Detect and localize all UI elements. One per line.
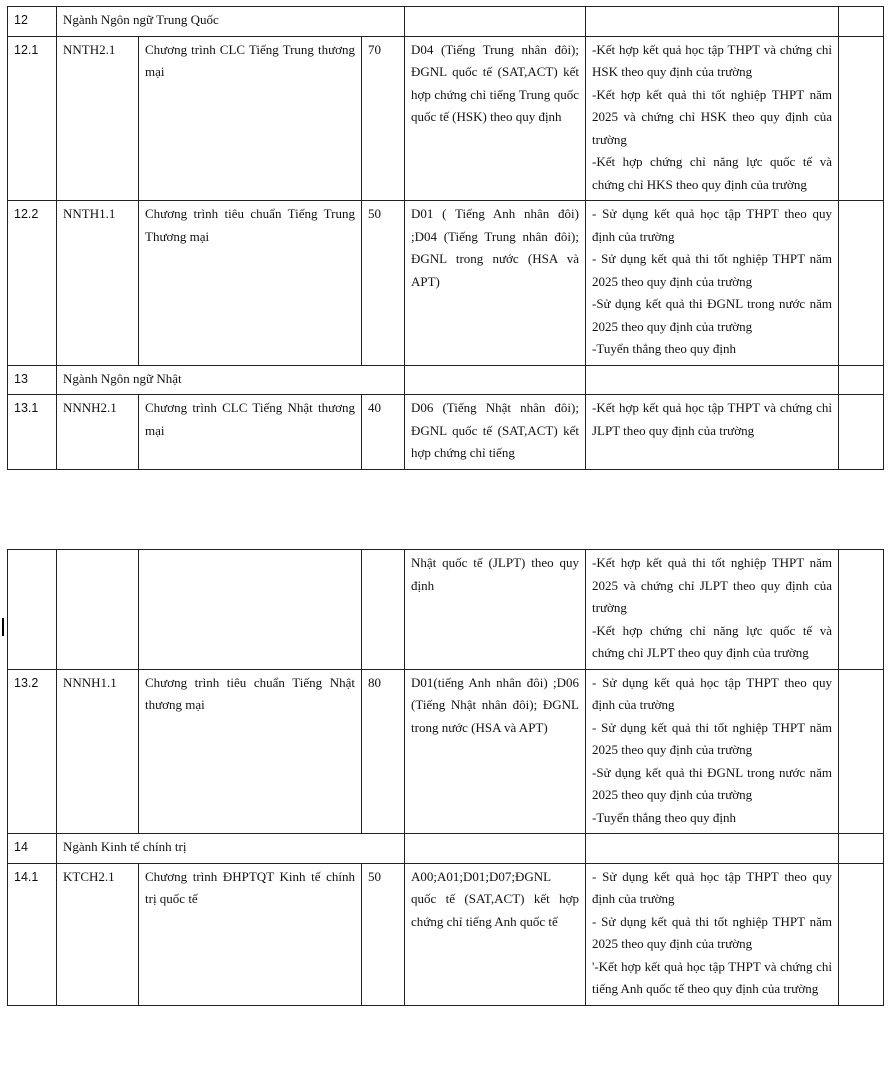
program-code	[57, 550, 139, 670]
program-code: NNNH1.1	[57, 669, 139, 834]
program-row	[8, 201, 884, 366]
program-code: NNTH1.1	[57, 201, 139, 366]
admission-method: - Sử dụng kết quả học tập THPT theo quy định của trường	[592, 206, 832, 244]
major-title: Ngành Ngôn ngữ Trung Quốc	[57, 7, 405, 37]
admission-table-part-1	[7, 6, 884, 470]
row-number: 13.2	[8, 669, 57, 834]
combos-cell	[405, 7, 586, 37]
quota: 50	[362, 863, 405, 1005]
admission-method: -Kết hợp chứng chỉ năng lực quốc tế và chứng chỉ JLPT theo quy định của trường	[592, 622, 832, 660]
program-name	[139, 550, 362, 670]
quota: 40	[362, 395, 405, 470]
admission-methods	[586, 36, 839, 201]
quota: 70	[362, 36, 405, 201]
major-group-row	[8, 834, 884, 864]
program-name: Chương trình CLC Tiếng Trung thương mại	[139, 36, 362, 201]
row-number: 13	[8, 365, 57, 395]
row-number: 14	[8, 834, 57, 864]
methods-cell	[586, 365, 839, 395]
quota	[362, 550, 405, 670]
methods-cell	[586, 7, 839, 37]
program-row	[8, 550, 884, 670]
admission-methods	[586, 201, 839, 366]
admission-methods	[586, 863, 839, 1005]
row-number: 12.2	[8, 201, 57, 366]
combos-cell	[405, 365, 586, 395]
admission-table-part-2	[7, 549, 884, 1006]
admission-method: -Kết hợp kết quả học tập THPT và chứng chỉ HSK theo quy định của trường	[592, 41, 832, 79]
program-row	[8, 863, 884, 1005]
program-row	[8, 669, 884, 834]
admission-method: -Kết hợp chứng chỉ năng lực quốc tế và chứng chỉ HKS theo quy định của trường	[592, 154, 832, 192]
row-number	[8, 550, 57, 670]
program-row	[8, 395, 884, 470]
admission-methods	[586, 550, 839, 670]
major-group-row	[8, 365, 884, 395]
admission-method: - Sử dụng kết quả thi tốt nghiệp THPT năm 2025 theo quy định của trường	[592, 913, 832, 951]
notes-cell	[839, 36, 884, 201]
admission-methods	[586, 395, 839, 470]
admission-method: - Sử dụng kết quả thi tốt nghiệp THPT năm 2025 theo quy định của trường	[592, 719, 832, 757]
quota: 80	[362, 669, 405, 834]
admission-method: -Tuyển thẳng theo quy định	[592, 809, 736, 825]
subject-combos: A00;A01;D01;D07;ĐGNL quốc tế (SAT,ACT) kết hợp chứng chỉ tiếng Anh quốc tế	[405, 863, 586, 1005]
program-name: Chương trình tiêu chuẩn Tiếng Nhật thương mại	[139, 669, 362, 834]
subject-combos: Nhật quốc tế (JLPT) theo quy định	[405, 550, 586, 670]
program-name: Chương trình ĐHPTQT Kinh tế chính trị quốc tế	[139, 863, 362, 1005]
admission-method: -Kết hợp kết quả thi tốt nghiệp THPT năm 2025 và chứng chỉ HSK theo quy định của trường	[592, 86, 832, 147]
combos-cell	[405, 834, 586, 864]
program-name: Chương trình CLC Tiếng Nhật thương mại	[139, 395, 362, 470]
methods-cell	[586, 834, 839, 864]
notes-cell	[839, 863, 884, 1005]
subject-combos: D06 (Tiếng Nhật nhân đôi); ĐGNL quốc tế (SAT,ACT) kết hợp chứng chỉ tiếng	[405, 395, 586, 470]
notes-cell	[839, 7, 884, 37]
notes-cell	[839, 834, 884, 864]
notes-cell	[839, 669, 884, 834]
program-name: Chương trình tiêu chuẩn Tiếng Trung Thương mại	[139, 201, 362, 366]
program-code: NNNH2.1	[57, 395, 139, 470]
admission-method: -Kết hợp kết quả học tập THPT và chứng chỉ JLPT theo quy định của trường	[592, 400, 832, 438]
admission-method: - Sử dụng kết quả học tập THPT theo quy định của trường	[592, 868, 832, 906]
subject-combos: D01 ( Tiếng Anh nhân đôi) ;D04 (Tiếng Trung nhân đôi); ĐGNL trong nước (HSA và APT)	[405, 201, 586, 366]
admission-method: -Tuyển thẳng theo quy định	[592, 341, 736, 356]
quota: 50	[362, 201, 405, 366]
admission-method: -Kết hợp kết quả thi tốt nghiệp THPT năm 2025 và chứng chỉ JLPT theo quy định của trường	[592, 555, 832, 615]
program-code: KTCH2.1	[57, 863, 139, 1005]
notes-cell	[839, 395, 884, 470]
notes-cell	[839, 550, 884, 670]
admission-method: -Sử dụng kết quả thi ĐGNL trong nước năm 2025 theo quy định của trường	[592, 764, 832, 802]
major-group-row	[8, 7, 884, 37]
admission-method: -Sử dụng kết quả thi ĐGNL trong nước năm 2025 theo quy định của trường	[592, 296, 832, 334]
row-number: 14.1	[8, 863, 57, 1005]
admission-method: '-Kết hợp kết quả học tập THPT và chứng chỉ tiếng Anh quốc tế theo quy định của trường	[592, 958, 832, 996]
notes-cell	[839, 365, 884, 395]
subject-combos: D01(tiếng Anh nhân đôi) ;D06 (Tiếng Nhật nhân đôi); ĐGNL trong nước (HSA và APT)	[405, 669, 586, 834]
row-number: 13.1	[8, 395, 57, 470]
major-title: Ngành Kinh tế chính trị	[57, 834, 405, 864]
program-row	[8, 36, 884, 201]
major-title: Ngành Ngôn ngữ Nhật	[57, 365, 405, 395]
margin-mark	[2, 618, 4, 636]
admission-method: - Sử dụng kết quả thi tốt nghiệp THPT năm 2025 theo quy định của trường	[592, 251, 832, 289]
subject-combos: D04 (Tiếng Trung nhân đôi); ĐGNL quốc tế (SAT,ACT) kết hợp chứng chỉ tiếng Trung quốc quốc tế (HSK) theo quy định	[405, 36, 586, 201]
row-number: 12	[8, 7, 57, 37]
admission-methods	[586, 669, 839, 834]
notes-cell	[839, 201, 884, 366]
program-code: NNTH2.1	[57, 36, 139, 201]
admission-method: - Sử dụng kết quả học tập THPT theo quy định của trường	[592, 674, 832, 712]
row-number: 12.1	[8, 36, 57, 201]
